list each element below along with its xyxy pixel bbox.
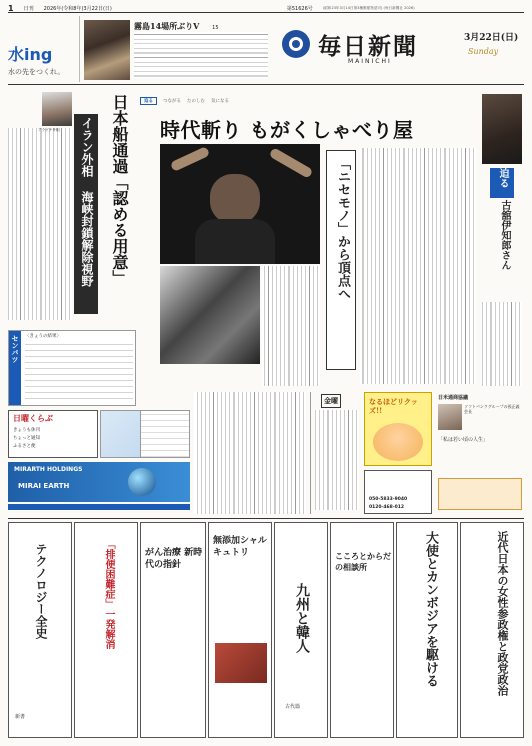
ads-rule <box>8 518 524 519</box>
nichiyo-item-1: きょうも休刊 <box>13 428 40 433</box>
lower-article-left <box>194 392 306 514</box>
sidebar-headline: 日米通商協議 <box>438 395 469 401</box>
masthead-title: 毎日新聞 <box>318 33 418 60</box>
lead-headline-sub: イラン外相 海峡封鎖解除視野 <box>74 114 98 314</box>
brand-ad <box>8 16 80 82</box>
lead-photo <box>42 92 72 126</box>
mirarth-ad <box>8 462 190 502</box>
ad-kyushu-title: 九州と韓人 <box>294 583 310 653</box>
contact-box <box>364 470 432 514</box>
archive-photo <box>160 266 260 364</box>
feature-section-label: 迫る <box>140 97 157 105</box>
feature-article <box>140 88 524 388</box>
weather-table <box>140 410 190 458</box>
ad-technology <box>8 522 72 738</box>
feature-tag-2: たのしむ <box>187 99 205 104</box>
mirarth-band <box>8 504 190 510</box>
subject-photo <box>482 94 522 164</box>
feature-body-right <box>360 148 476 384</box>
masthead-emblem-icon <box>282 30 310 58</box>
sports-results-label: 〈きょうの結果〉 <box>25 334 61 339</box>
ad-suffrage-title: 近代日本の女性参政権と政党政治 <box>496 531 509 696</box>
ad-suffrage <box>460 522 524 738</box>
naruhodo-title: なるほどリクッズ!! <box>369 397 418 415</box>
ad-charcuterie-image <box>215 643 267 683</box>
feature-body-far <box>482 302 522 386</box>
masthead-date: 3月22日(日) <box>464 33 519 43</box>
lead-story <box>8 88 136 326</box>
masthead-rule <box>8 84 524 85</box>
nichiyo-item-3: ふるさと便 <box>13 444 36 449</box>
right-sidebar <box>436 392 524 514</box>
brand-tagline: 水の先をつくれ。 <box>8 68 65 76</box>
sidebar-quote: 「私は若い頃の人生」 <box>438 437 489 443</box>
ad-technology-title: テクノロジー全史 <box>34 543 48 639</box>
kinyo-title: 金曜 <box>321 394 341 408</box>
edition-label: 日刊 <box>23 5 34 12</box>
feature-headline: 時代斬り もがくしゃべり屋 <box>160 118 414 142</box>
nichiyo-item-2: ちょっと通知 <box>13 436 40 441</box>
kinyo-column <box>310 392 360 514</box>
feature-subheadline: 「ニセモノ」から頂点へ <box>326 150 356 370</box>
ad-cambodia <box>396 522 458 738</box>
sumo-photo <box>84 20 130 80</box>
lead-story-body <box>8 128 72 320</box>
page-number: 1 <box>8 3 14 13</box>
ad-consultation <box>330 522 394 738</box>
conductor-photo <box>160 144 320 264</box>
ad-constipation-title: 「排便困難症」一発解消 <box>103 539 114 649</box>
sidebar-photo <box>438 404 462 430</box>
masthead <box>278 16 524 82</box>
mirarth-slogan: MIRAI EARTH <box>18 482 70 490</box>
ad-cancer-title: がん治療 新時代の指針 <box>145 548 203 570</box>
sports-title: センバツ <box>9 331 21 405</box>
feature-tag-1: つながる <box>163 99 181 104</box>
lead-headline-main: 日本船通過「認める用意」 <box>110 94 129 286</box>
subject-name: 古舘伊知郎さん <box>499 200 510 270</box>
sumo-block <box>84 16 270 82</box>
contact-number-1: 050-5833-9040 <box>369 497 408 502</box>
nichiyo-promo <box>8 410 98 458</box>
lead-photo-caption: アラグチ外相 <box>38 128 60 132</box>
issue-number: 第51626号 <box>286 5 313 12</box>
ad-consultation-title: こころとからだの相談所 <box>335 551 391 572</box>
naruhodo-illustration <box>373 423 423 461</box>
feature-tag-row <box>140 96 480 106</box>
brand-logo: 水ing <box>8 45 53 64</box>
fine-print: (昭和23年3月14日第3種郵便物認可) (毎日新聞社 2026) <box>322 5 415 10</box>
naruhodo-promo <box>364 392 432 466</box>
feature-tag-3: 気になる <box>211 99 229 104</box>
nichiyo-title: 日曜くらぶ <box>13 413 53 423</box>
ad-constipation <box>74 522 138 738</box>
sumo-page-ref: 15 <box>212 25 219 31</box>
ad-charcuterie-title: 無添加シャルキュトリ <box>213 536 267 558</box>
kinyo-body <box>315 410 359 510</box>
feature-body-left <box>262 266 320 386</box>
ad-cambodia-title: 大使とカンボジアを駆ける <box>423 531 438 687</box>
sports-box <box>8 330 136 406</box>
date-line: 2026年(令和8年)3月22日(日) <box>43 5 112 12</box>
ad-charcuterie <box>208 522 272 738</box>
ad-kyushu <box>274 522 328 738</box>
mirarth-globe-icon <box>128 468 156 496</box>
sumo-text <box>134 32 268 78</box>
contact-number-2: 0120-468-012 <box>369 505 405 510</box>
series-label: 迫る <box>490 168 514 198</box>
sumo-headline <box>134 21 219 32</box>
ad-technology-sub: 新書 <box>15 714 26 720</box>
masthead-sunday: Sunday <box>468 47 499 56</box>
mirarth-name: MIRARTH HOLDINGS <box>14 466 83 473</box>
top-header-line <box>8 4 524 13</box>
sidebar-ad-note: ソフトバンクグループの孫正義会長 <box>464 404 520 414</box>
sidebar-ad-block <box>438 478 522 510</box>
sports-results-table <box>25 341 133 403</box>
ad-cancer <box>140 522 206 738</box>
ad-kyushu-sub: 古代篇 <box>285 704 301 710</box>
series-mark <box>482 94 522 270</box>
sumo-headline-text: 霧島14場所ぶりV <box>134 21 200 31</box>
masthead-romanized: MAINICHI <box>348 58 392 65</box>
